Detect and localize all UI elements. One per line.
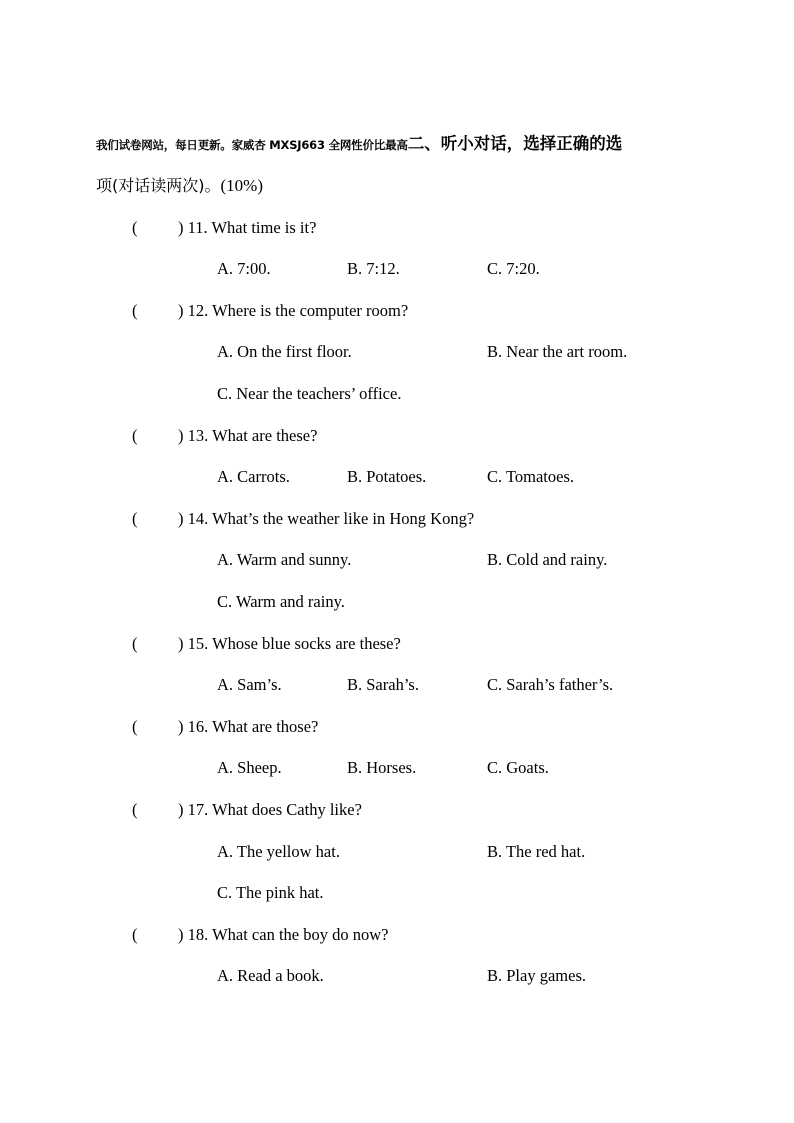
option-b: B. Play games. [487,966,586,985]
answer-blank[interactable]: ( [132,301,138,320]
option-c: C. Sarah’s father’s. [487,675,614,694]
option-c: C. Warm and rainy. [217,592,345,611]
option-a: A. On the first floor. [217,342,352,361]
question-text: ) 18. What can the boy do now? [178,925,389,944]
option-b: B. Potatoes. [347,467,427,486]
answer-blank[interactable]: ( [132,509,138,528]
option-a: A. The yellow hat. [217,842,340,861]
question-text: ) 11. What time is it? [178,218,317,237]
option-c: C. Near the teachers’ office. [217,384,402,403]
option-a: A. 7:00. [217,259,271,278]
answer-blank[interactable]: ( [132,800,138,819]
option-b: B. Near the art room. [487,342,628,361]
option-a: A. Sheep. [217,758,282,777]
answer-blank[interactable]: ( [132,925,138,944]
question-text: ) 16. What are those? [178,717,319,736]
answer-blank[interactable]: ( [132,717,138,736]
option-c: C. 7:20. [487,259,540,278]
answer-blank[interactable]: ( [132,634,138,653]
answer-blank[interactable]: ( [132,218,138,237]
section-header [96,132,736,157]
watermark-text: 我们试卷网站，每日更新。家威杏 MXSJ663 全网性价比最高 [96,138,408,152]
question-text: ) 15. Whose blue socks are these? [178,634,401,653]
option-a: A. Read a book. [217,966,324,985]
question-text: ) 13. What are these? [178,426,318,445]
answer-blank[interactable]: ( [132,426,138,445]
section-title: 二、听小对话，选择正确的选 [407,134,623,153]
option-b: B. Cold and rainy. [487,550,608,569]
option-b: B. 7:12. [347,259,400,278]
section-score: (10%) [220,176,263,195]
option-c: C. Tomatoes. [487,467,574,486]
option-b: B. The red hat. [487,842,586,861]
option-a: A. Warm and sunny. [217,550,352,569]
option-a: A. Carrots. [217,467,290,486]
question-text: ) 17. What does Cathy like? [178,800,362,819]
option-b: B. Sarah’s. [347,675,419,694]
option-b: B. Horses. [347,758,417,777]
section-title-line2 [96,174,263,198]
option-a: A. Sam’s. [217,675,282,694]
option-c: C. The pink hat. [217,883,324,902]
option-c: C. Goats. [487,758,549,777]
question-text: ) 14. What’s the weather like in Hong Kong? [178,509,475,528]
section-title-continued: 项(对话读两次)。 [96,176,221,195]
question-text: ) 12. Where is the computer room? [178,301,409,320]
